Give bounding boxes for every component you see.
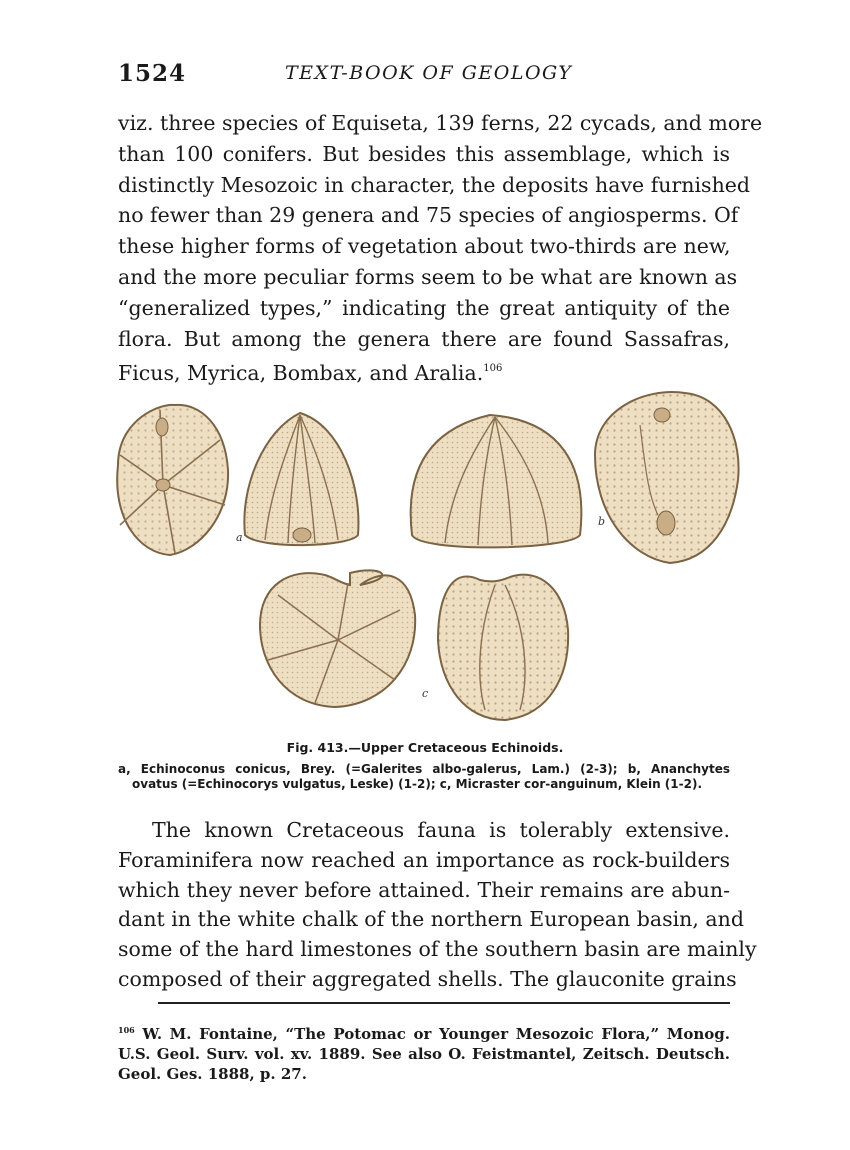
page-number: 1524 <box>118 60 187 87</box>
caption-line: ovatus (=Echinocorys vulgatus, Leske) (1-2); c, Micraster cor-anguinum, Klein (1-2). <box>132 777 703 791</box>
text-line: viz. three species of Equiseta, 139 ferns, 22 cycads, and more <box>118 111 763 135</box>
running-title: TEXT-BOOK OF GEOLOGY <box>285 62 573 84</box>
figure-caption <box>118 762 730 792</box>
echinoid-c-oral-view <box>438 575 568 720</box>
figure-label-b: b <box>598 515 606 528</box>
footnote-line-1 <box>118 1020 730 1044</box>
footnote-rule <box>118 1002 730 1004</box>
echinoid-b-side-view <box>411 415 605 547</box>
echinoid-b-apical-view <box>595 392 739 563</box>
footnote-text: W. M. Fontaine, “The Potomac or Younger Mesozoic Flora,” Monog. <box>142 1025 730 1043</box>
footnote <box>118 1020 730 1084</box>
paragraph-1 <box>118 108 763 389</box>
text-line: these higher forms of vegetation about two-thirds are new, <box>118 234 731 259</box>
text-line: Ficus, Myrica, Bombax, and Aralia. <box>118 361 484 386</box>
text-line: some of the hard limestones of the southern basin are mainly <box>118 937 757 962</box>
figure-caption-title: Fig. 413.—Upper Cretaceous Echinoids. <box>286 740 564 755</box>
text-line: Foraminifera now reached an importance as rock-builders <box>118 847 730 872</box>
echinoid-a-oral-view <box>117 405 228 555</box>
footnote-rule-gap <box>118 1002 158 1004</box>
text-line: no fewer than 29 genera and 75 species of angiosperms. Of <box>118 203 739 228</box>
text-line: which they never before attained. Their remains are abun- <box>118 877 730 902</box>
footnote-line: Geol. Ges. 1888, p. 27. <box>118 1065 307 1083</box>
figure-label-a: a <box>236 531 243 544</box>
figure-label-c: c <box>422 687 429 700</box>
text-line-last <box>118 354 730 389</box>
echinoid-figure <box>100 385 750 735</box>
text-line: distinctly Mesozoic in character, the deposits have furnished <box>118 172 751 197</box>
text-line: composed of their aggregated shells. The glauconite grains <box>118 966 737 991</box>
echinoid-c-apical-view <box>260 570 428 707</box>
text-line: The known Cretaceous fauna is tolerably extensive. <box>152 818 730 842</box>
caption-line: a, Echinoconus conicus, Brey. (=Galerites albo-galerus, Lam.) (2-3); b, Ananchytes <box>118 762 730 776</box>
text-line: “generalized types,” indicating the great antiquity of the <box>118 295 730 320</box>
text-line: than 100 conifers. But besides this assemblage, which is <box>118 141 730 166</box>
text-line: flora. But among the genera there are found Sassafras, <box>118 326 730 351</box>
footnote-number: 106 <box>118 1025 135 1035</box>
text-line: and the more peculiar forms seem to be what are known as <box>118 264 738 289</box>
paragraph-2 <box>118 816 757 995</box>
footnote-line: U.S. Geol. Surv. vol. xv. 1889. See also O. Feistmantel, Zeitsch. Deutsch. <box>118 1045 730 1063</box>
text-line: dant in the white chalk of the northern European basin, and <box>118 907 744 932</box>
echinoid-a-side-view <box>236 413 358 545</box>
footnote-reference[interactable]: 106 <box>483 363 503 375</box>
